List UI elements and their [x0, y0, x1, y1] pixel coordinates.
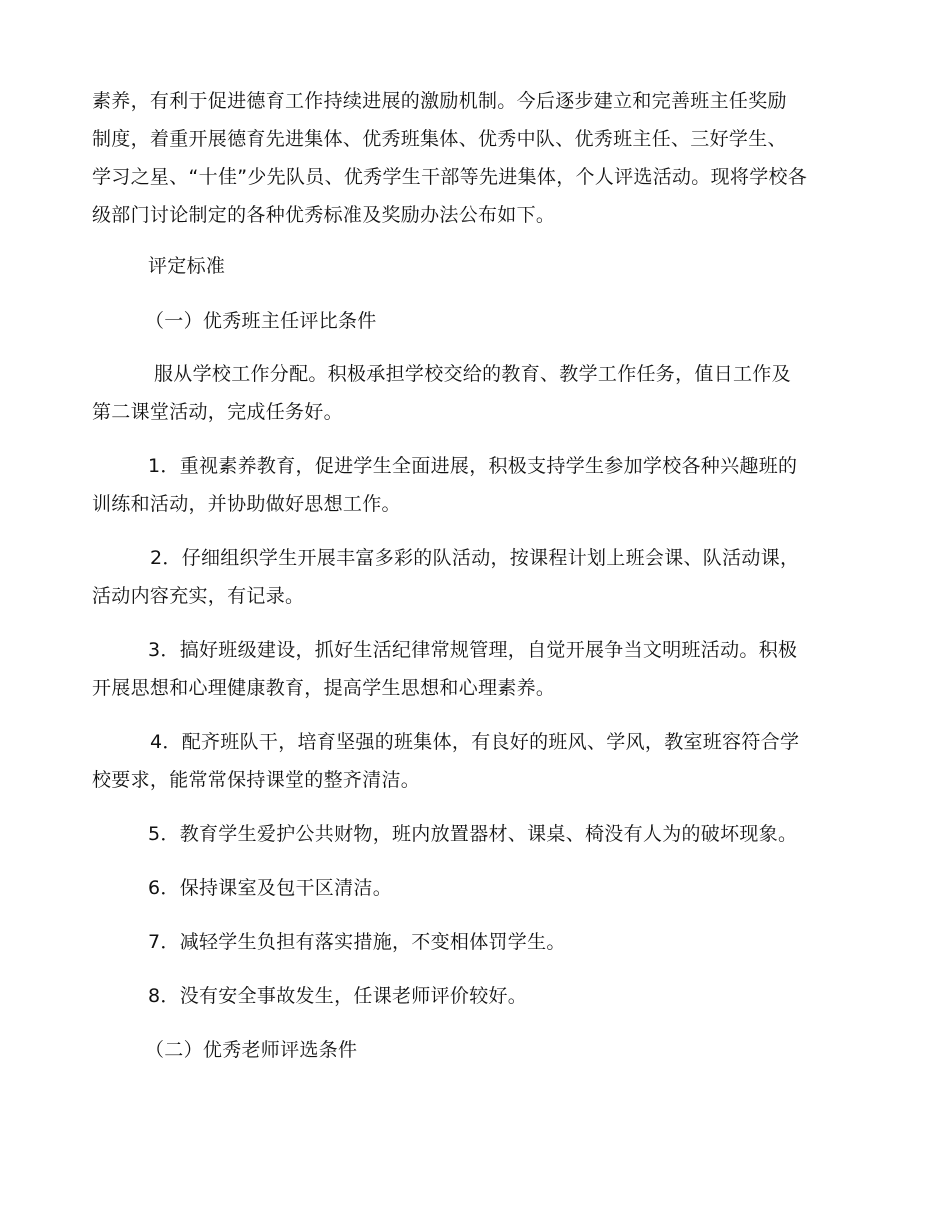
obey-paragraph [92, 355, 862, 431]
item-4-line-1: 4．配齐班队干，培育坚强的班集体，有良好的班风、学风，教室班容符合学 [150, 731, 800, 753]
intro-line-4: 级部门讨论制定的各种优秀标准及奖励办法公布如下。 [92, 204, 556, 226]
item-2-line-1: 2．仔细组织学生开展丰富多彩的队活动，按课程计划上班会课、队活动课， [150, 547, 800, 569]
item-3-line-2: 开展思想和心理健康教育，提高学生思想和心理素养。 [92, 677, 556, 699]
subsection-heading-2: （二）优秀老师评选条件 [145, 1039, 358, 1061]
item-4 [92, 723, 862, 799]
item-1-line-1: 1．重视素养教育，促进学生全面进展，积极支持学生参加学校各种兴趣班的 [148, 455, 798, 477]
item-8: 8．没有安全事故发生，任课老师评价较好。 [148, 985, 528, 1007]
item-4-line-2: 校要求，能常常保持课堂的整齐清洁。 [92, 769, 421, 791]
subsection-heading-1: （一）优秀班主任评比条件 [145, 310, 377, 332]
item-3 [92, 631, 862, 707]
intro-line-2: 制度，着重开展德育先进集体、优秀班集体、优秀中队、优秀班主任、三好学生、 [92, 128, 787, 150]
intro-line-1: 素养，有利于促进德育工作持续进展的激励机制。今后逐步建立和完善班主任奖励 [92, 90, 787, 112]
intro-line-3: 学习之星、“十佳”少先队员、优秀学生干部等先进集体，个人评选活动。现将学校各 [92, 166, 808, 188]
item-2-line-2: 活动内容充实，有记录。 [92, 585, 305, 607]
section-heading: 评定标准 [148, 255, 226, 277]
item-1 [92, 447, 862, 523]
item-2 [92, 539, 862, 615]
item-7: 7．减轻学生负担有落实措施，不变相体罚学生。 [148, 931, 566, 953]
intro-paragraph [92, 82, 862, 234]
obey-line-2: 第二课堂活动，完成任务好。 [92, 401, 343, 423]
item-6: 6．保持课室及包干区清洁。 [148, 877, 392, 899]
item-1-line-2: 训练和活动，并协助做好思想工作。 [92, 493, 401, 515]
obey-line-1: 服从学校工作分配。积极承担学校交给的教育、教学工作任务，值日工作及 [154, 363, 791, 385]
item-3-line-1: 3．搞好班级建设，抓好生活纪律常规管理，自觉开展争当文明班活动。积极 [148, 639, 798, 661]
item-5: 5．教育学生爱护公共财物，班内放置器材、课桌、椅没有人为的破坏现象。 [148, 823, 798, 845]
